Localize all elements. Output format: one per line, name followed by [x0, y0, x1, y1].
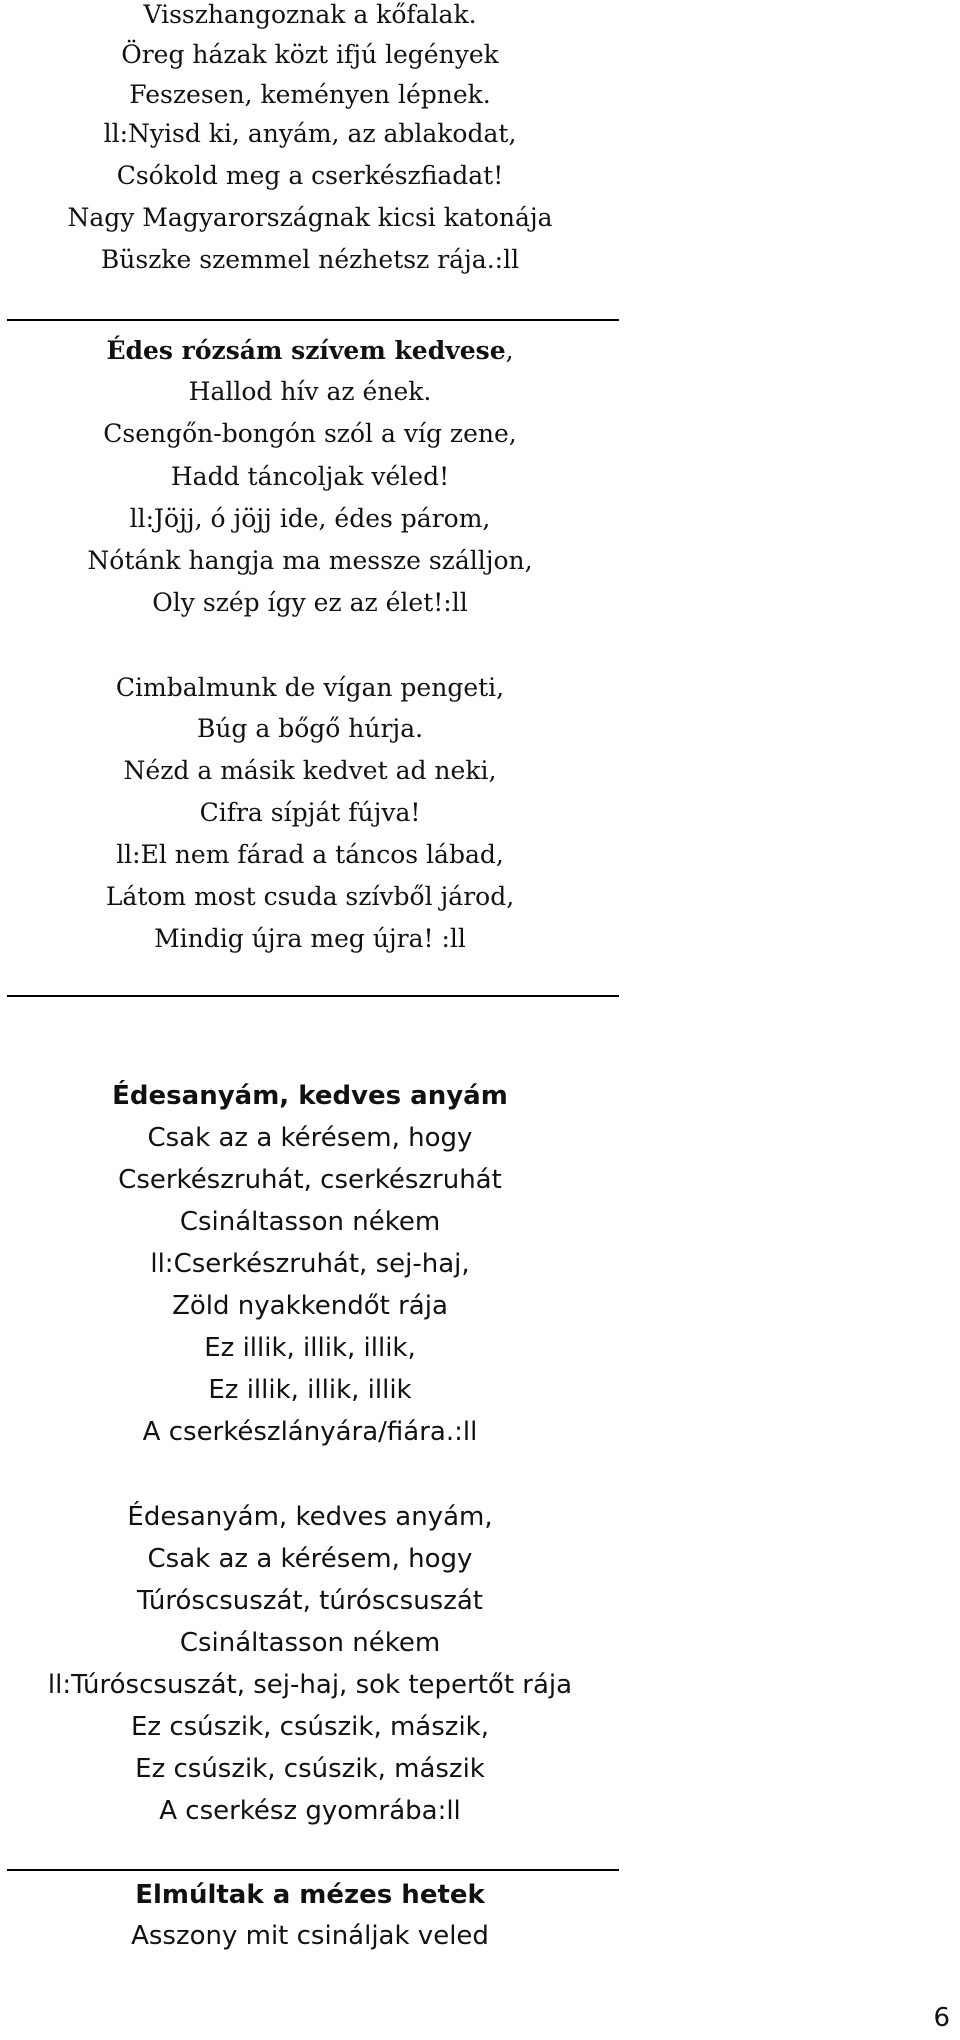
lyric-line: Csináltasson nékem	[179, 1207, 441, 1237]
lyric-line: Csak az a kérésem, hogy	[147, 1544, 473, 1574]
page-number: 6	[933, 2003, 950, 2033]
lyric-line: Ez illik, illik, illik,	[204, 1333, 416, 1363]
lyric-line: Ez csúszik, csúszik, mászik	[135, 1754, 485, 1784]
song-title-punct: ,	[505, 336, 514, 365]
song-title: Elmúltak a mézes hetek	[135, 1880, 485, 1910]
lyric-line: Nótánk hangja ma messze szálljon,	[87, 546, 533, 575]
lyric-line: Csókold meg a cserkészfiadat!	[116, 161, 504, 190]
lyric-line: ll:El nem fárad a táncos lábad,	[116, 840, 504, 869]
lyric-line: Cserkészruhát, cserkészruhát	[118, 1165, 502, 1195]
lyric-line: Asszony mit csináljak veled	[131, 1921, 489, 1951]
lyric-line: Mindig újra meg újra! :ll	[154, 924, 466, 953]
section-divider	[7, 1869, 619, 1871]
lyric-line: ll:Jöjj, ó jöjj ide, édes párom,	[129, 504, 491, 533]
song-title	[10, 336, 610, 366]
song-title: Édesanyám, kedves anyám	[112, 1081, 508, 1111]
lyric-line: ll:Cserkészruhát, sej-haj,	[150, 1249, 470, 1279]
lyric-line: Ez csúszik, csúszik, mászik,	[131, 1712, 489, 1742]
lyric-line: Édesanyám, kedves anyám,	[127, 1502, 493, 1532]
lyric-line: Csináltasson nékem	[179, 1628, 441, 1658]
song-title-text: Édes rózsám szívem kedvese	[106, 336, 506, 365]
lyric-line: Öreg házak közt ifjú legények	[121, 40, 499, 69]
lyric-line: A cserkész gyomrába:ll	[159, 1796, 461, 1826]
lyric-line: Hallod hív az ének.	[188, 377, 432, 406]
lyric-line: Túróscsuszát, túróscsuszát	[136, 1586, 484, 1616]
lyric-line: Visszhangoznak a kőfalak.	[143, 0, 477, 29]
lyric-line: ll:Nyisd ki, anyám, az ablakodat,	[103, 119, 517, 148]
lyric-line: Csengőn-bongón szól a víg zene,	[103, 419, 517, 448]
lyric-line: Feszesen, keményen lépnek.	[129, 80, 491, 109]
lyric-line: Búg a bőgő húrja.	[196, 714, 424, 743]
lyric-line: Büszke szemmel nézhetsz rája.:ll	[100, 245, 520, 274]
lyric-line: Csak az a kérésem, hogy	[147, 1123, 473, 1153]
lyric-line: Nézd a másik kedvet ad neki,	[123, 756, 497, 785]
lyric-line: Ez illik, illik, illik	[208, 1375, 412, 1405]
lyric-line: ll:Túróscsuszát, sej-haj, sok tepertőt rája	[47, 1670, 573, 1700]
lyric-line: Cimbalmunk de vígan pengeti,	[115, 673, 505, 702]
section-divider	[7, 995, 619, 997]
lyric-line: Oly szép így ez az élet!:ll	[152, 588, 468, 617]
lyric-line: A cserkészlányára/fiára.:ll	[142, 1417, 478, 1447]
lyric-line: Zöld nyakkendőt rája	[172, 1291, 448, 1321]
lyric-line: Hadd táncoljak véled!	[170, 462, 450, 491]
lyric-line: Cifra sípját fújva!	[199, 798, 421, 827]
section-divider	[7, 319, 619, 321]
lyric-line: Látom most csuda szívből járod,	[105, 882, 515, 911]
lyric-line: Nagy Magyarországnak kicsi katonája	[67, 203, 553, 232]
